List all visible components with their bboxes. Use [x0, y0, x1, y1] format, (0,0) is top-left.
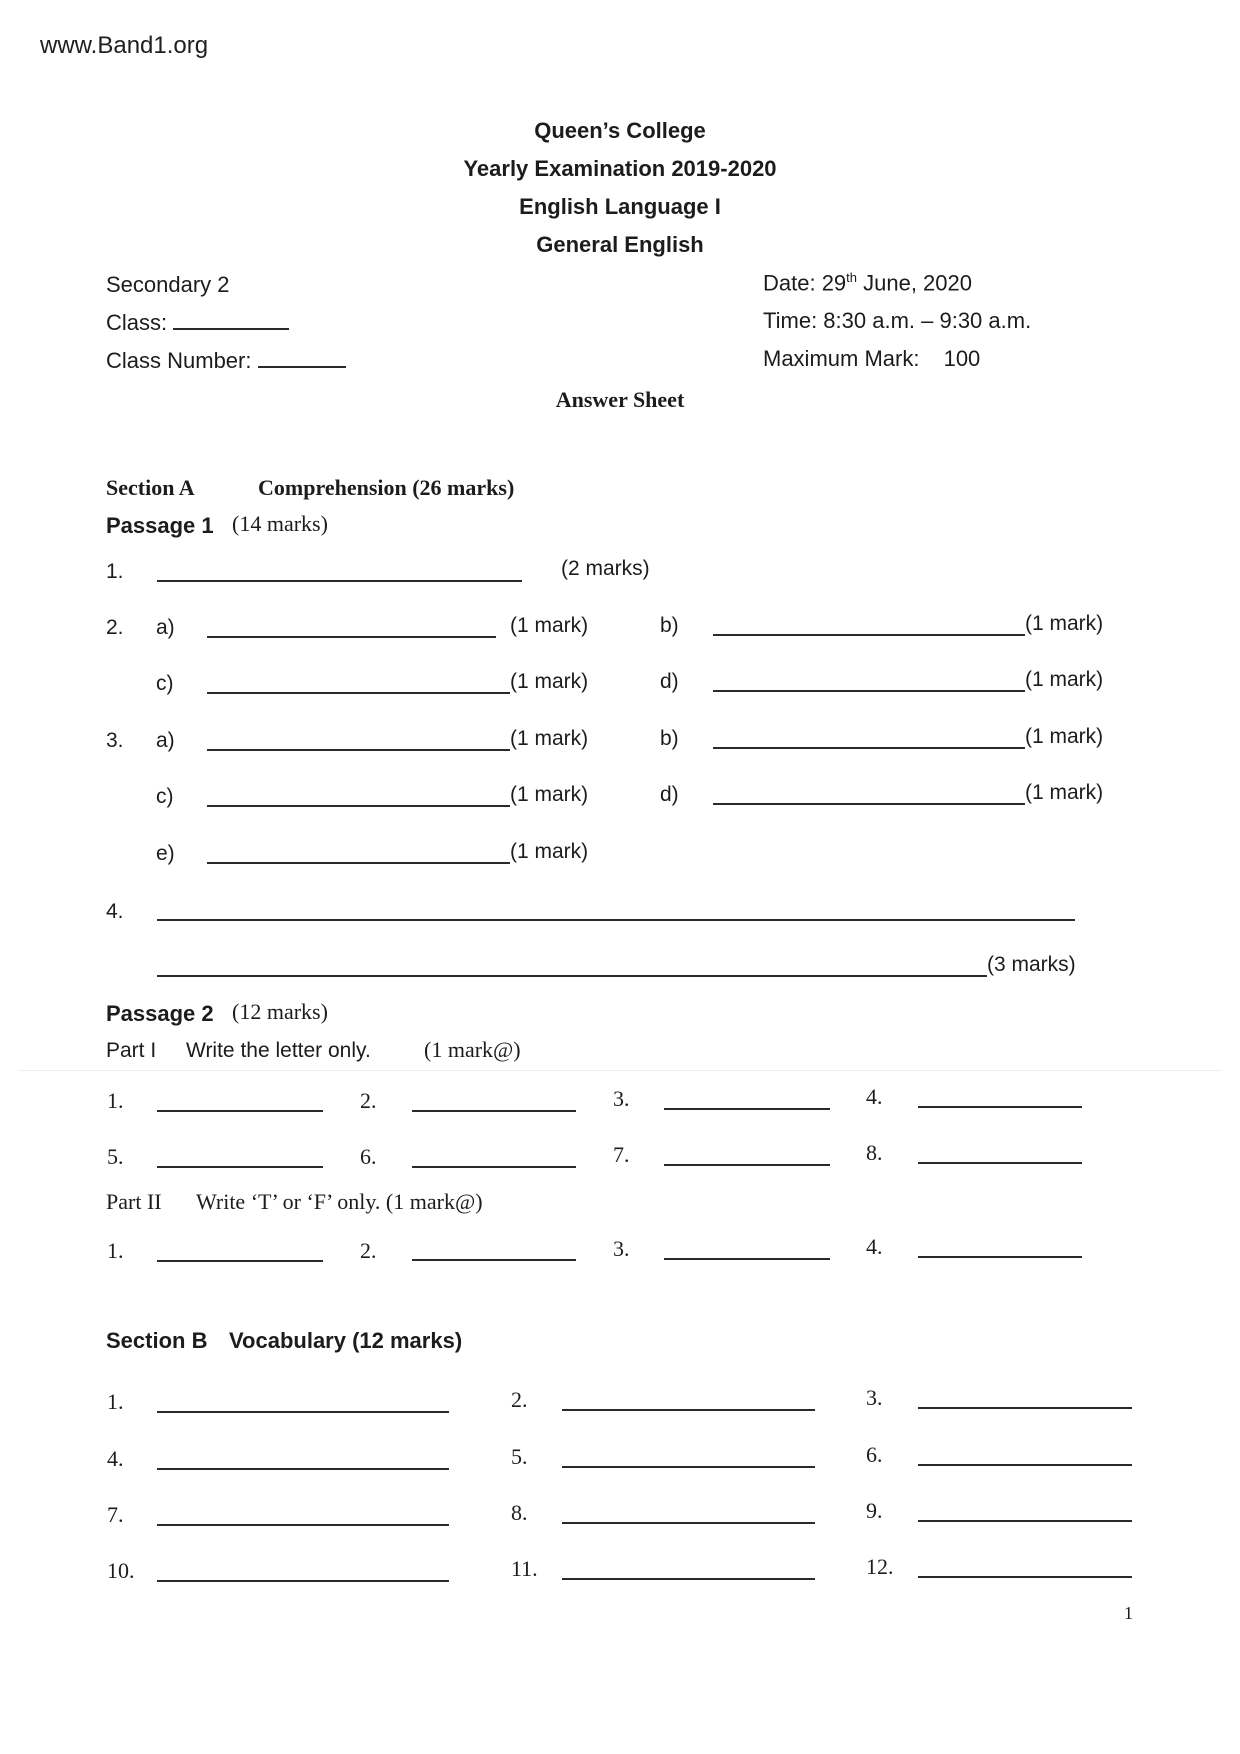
q3d-answer-line[interactable]: [713, 803, 1025, 805]
scan-artifact-rule: [18, 1070, 1222, 1071]
q3e-letter: e): [156, 842, 175, 865]
vocab-q1-number: 1.: [107, 1389, 124, 1414]
q1-answer-line[interactable]: [157, 580, 522, 582]
q2b-marks: (1 mark): [1025, 612, 1104, 635]
passage2-marks: (12 marks): [232, 999, 328, 1024]
p2-part1-q8-number: 8.: [866, 1140, 883, 1165]
q2c-answer-line[interactable]: [207, 692, 510, 694]
vocab-q11-line[interactable]: [562, 1578, 815, 1580]
q2b-answer-line[interactable]: [713, 634, 1025, 636]
p2-part1-q6-number: 6.: [360, 1144, 377, 1169]
vocab-q1-line[interactable]: [157, 1411, 449, 1413]
vocab-q3-number: 3.: [866, 1385, 883, 1410]
max-mark-value: 100: [943, 346, 981, 371]
paper-subtitle: General English: [536, 232, 704, 257]
p2-part1-q7-line[interactable]: [664, 1164, 830, 1166]
section-b-label: Section B: [106, 1328, 208, 1353]
vocab-q2-line[interactable]: [562, 1409, 815, 1411]
q2d-letter: d): [660, 670, 679, 693]
exam-time: Time: 8:30 a.m. – 9:30 a.m.: [763, 308, 1032, 333]
q3a-marks: (1 mark): [510, 727, 589, 750]
paper-title: English Language I: [519, 194, 721, 219]
p2-part2-q2-number: 2.: [360, 1238, 377, 1263]
q3d-letter: d): [660, 783, 679, 806]
p2-part1-q3-line[interactable]: [664, 1108, 830, 1110]
q1-number: 1.: [106, 560, 124, 583]
q3-number: 3.: [106, 729, 124, 752]
p2-part1-q2-line[interactable]: [412, 1110, 576, 1112]
p2-part2-q3-number: 3.: [613, 1236, 630, 1261]
vocab-q11-number: 11.: [511, 1556, 538, 1581]
part2-instruction: Write ‘T’ or ‘F’ only. (1 mark@): [196, 1189, 483, 1214]
q2b-letter: b): [660, 614, 679, 637]
q2-number: 2.: [106, 616, 124, 639]
part1-instruction: Write the letter only.: [186, 1039, 371, 1062]
max-mark: [763, 346, 980, 372]
q4-marks: (3 marks): [987, 953, 1076, 976]
level-label: Secondary 2: [106, 272, 230, 297]
q1-marks: (2 marks): [561, 557, 650, 580]
q3b-answer-line[interactable]: [713, 747, 1025, 749]
vocab-q3-line[interactable]: [918, 1407, 1132, 1409]
q2d-answer-line[interactable]: [713, 690, 1025, 692]
p2-part1-q7-number: 7.: [613, 1142, 630, 1167]
vocab-q7-number: 7.: [107, 1502, 124, 1527]
page-number: 1: [1124, 1603, 1133, 1623]
p2-part1-q2-number: 2.: [360, 1088, 377, 1113]
section-a-title: Comprehension (26 marks): [258, 475, 515, 500]
q2c-marks: (1 mark): [510, 670, 589, 693]
p2-part1-q1-number: 1.: [107, 1088, 124, 1113]
p2-part2-q1-number: 1.: [107, 1238, 124, 1263]
q3c-marks: (1 mark): [510, 783, 589, 806]
p2-part1-q8-line[interactable]: [918, 1162, 1082, 1164]
class-label: Class:: [106, 310, 168, 335]
q2d-marks: (1 mark): [1025, 668, 1104, 691]
max-mark-label: Maximum Mark:: [763, 346, 920, 371]
section-b-title: Vocabulary (12 marks): [229, 1328, 463, 1353]
q3e-answer-line[interactable]: [207, 862, 510, 864]
class-field: [106, 310, 289, 336]
vocab-q8-number: 8.: [511, 1500, 528, 1525]
q2a-answer-line[interactable]: [207, 636, 496, 638]
p2-part1-q5-number: 5.: [107, 1144, 124, 1169]
exam-title: Yearly Examination 2019-2020: [463, 156, 777, 181]
q4-answer-line-1[interactable]: [157, 919, 1075, 921]
q3b-marks: (1 mark): [1025, 725, 1104, 748]
part1-marks: (1 mark@): [424, 1037, 521, 1062]
answer-sheet-title: Answer Sheet: [555, 387, 685, 412]
vocab-q5-line[interactable]: [562, 1466, 815, 1468]
vocab-q2-number: 2.: [511, 1387, 528, 1412]
q3a-answer-line[interactable]: [207, 749, 510, 751]
date-prefix: Date: 29: [763, 270, 847, 296]
p2-part2-q3-line[interactable]: [664, 1258, 830, 1260]
watermark-url: www.Band1.org: [40, 32, 209, 59]
q4-number: 4.: [106, 900, 124, 923]
p2-part1-q6-line[interactable]: [412, 1166, 576, 1168]
vocab-q9-number: 9.: [866, 1498, 883, 1523]
vocab-q9-line[interactable]: [918, 1520, 1132, 1522]
vocab-q6-number: 6.: [866, 1442, 883, 1467]
vocab-q7-line[interactable]: [157, 1524, 449, 1526]
q3c-letter: c): [156, 785, 174, 808]
p2-part1-q4-number: 4.: [866, 1084, 883, 1109]
p2-part1-q5-line[interactable]: [157, 1166, 323, 1168]
part1-label: Part I: [106, 1039, 157, 1062]
q3e-marks: (1 mark): [510, 840, 589, 863]
p2-part1-q1-line[interactable]: [157, 1110, 323, 1112]
exam-date: [763, 270, 972, 296]
p2-part2-q4-line[interactable]: [918, 1256, 1082, 1258]
p2-part2-q4-number: 4.: [866, 1234, 883, 1259]
passage2-label: Passage 2: [106, 1001, 214, 1026]
p2-part2-q2-line[interactable]: [412, 1259, 576, 1261]
class-number-blank[interactable]: [258, 365, 346, 368]
class-number-field: [106, 348, 346, 374]
date-superscript: th: [846, 270, 858, 285]
q4-answer-line-2[interactable]: [157, 975, 987, 977]
p2-part1-q3-number: 3.: [613, 1086, 630, 1111]
class-blank[interactable]: [173, 327, 289, 330]
passage1-label: Passage 1: [106, 513, 214, 538]
q3a-letter: a): [156, 729, 175, 752]
q3b-letter: b): [660, 727, 679, 750]
class-number-label: Class Number:: [106, 348, 252, 373]
passage1-marks: (14 marks): [232, 511, 328, 536]
date-suffix: June, 2020: [857, 270, 972, 296]
vocab-q5-number: 5.: [511, 1444, 528, 1469]
vocab-q12-number: 12.: [866, 1554, 894, 1579]
vocab-q10-line[interactable]: [157, 1580, 449, 1582]
q2c-letter: c): [156, 672, 174, 695]
q2a-marks: (1 mark): [510, 614, 589, 637]
part2-label: Part II: [106, 1189, 162, 1214]
vocab-q6-line[interactable]: [918, 1464, 1132, 1466]
q3c-answer-line[interactable]: [207, 805, 510, 807]
section-a-label: Section A: [106, 475, 195, 500]
vocab-q4-number: 4.: [107, 1446, 124, 1471]
q2a-letter: a): [156, 616, 175, 639]
vocab-q10-number: 10.: [107, 1558, 135, 1583]
school-name: Queen’s College: [534, 118, 706, 143]
vocab-q8-line[interactable]: [562, 1522, 815, 1524]
p2-part1-q4-line[interactable]: [918, 1106, 1082, 1108]
p2-part2-q1-line[interactable]: [157, 1260, 323, 1262]
vocab-q4-line[interactable]: [157, 1468, 449, 1470]
q3d-marks: (1 mark): [1025, 781, 1104, 804]
vocab-q12-line[interactable]: [918, 1576, 1132, 1578]
